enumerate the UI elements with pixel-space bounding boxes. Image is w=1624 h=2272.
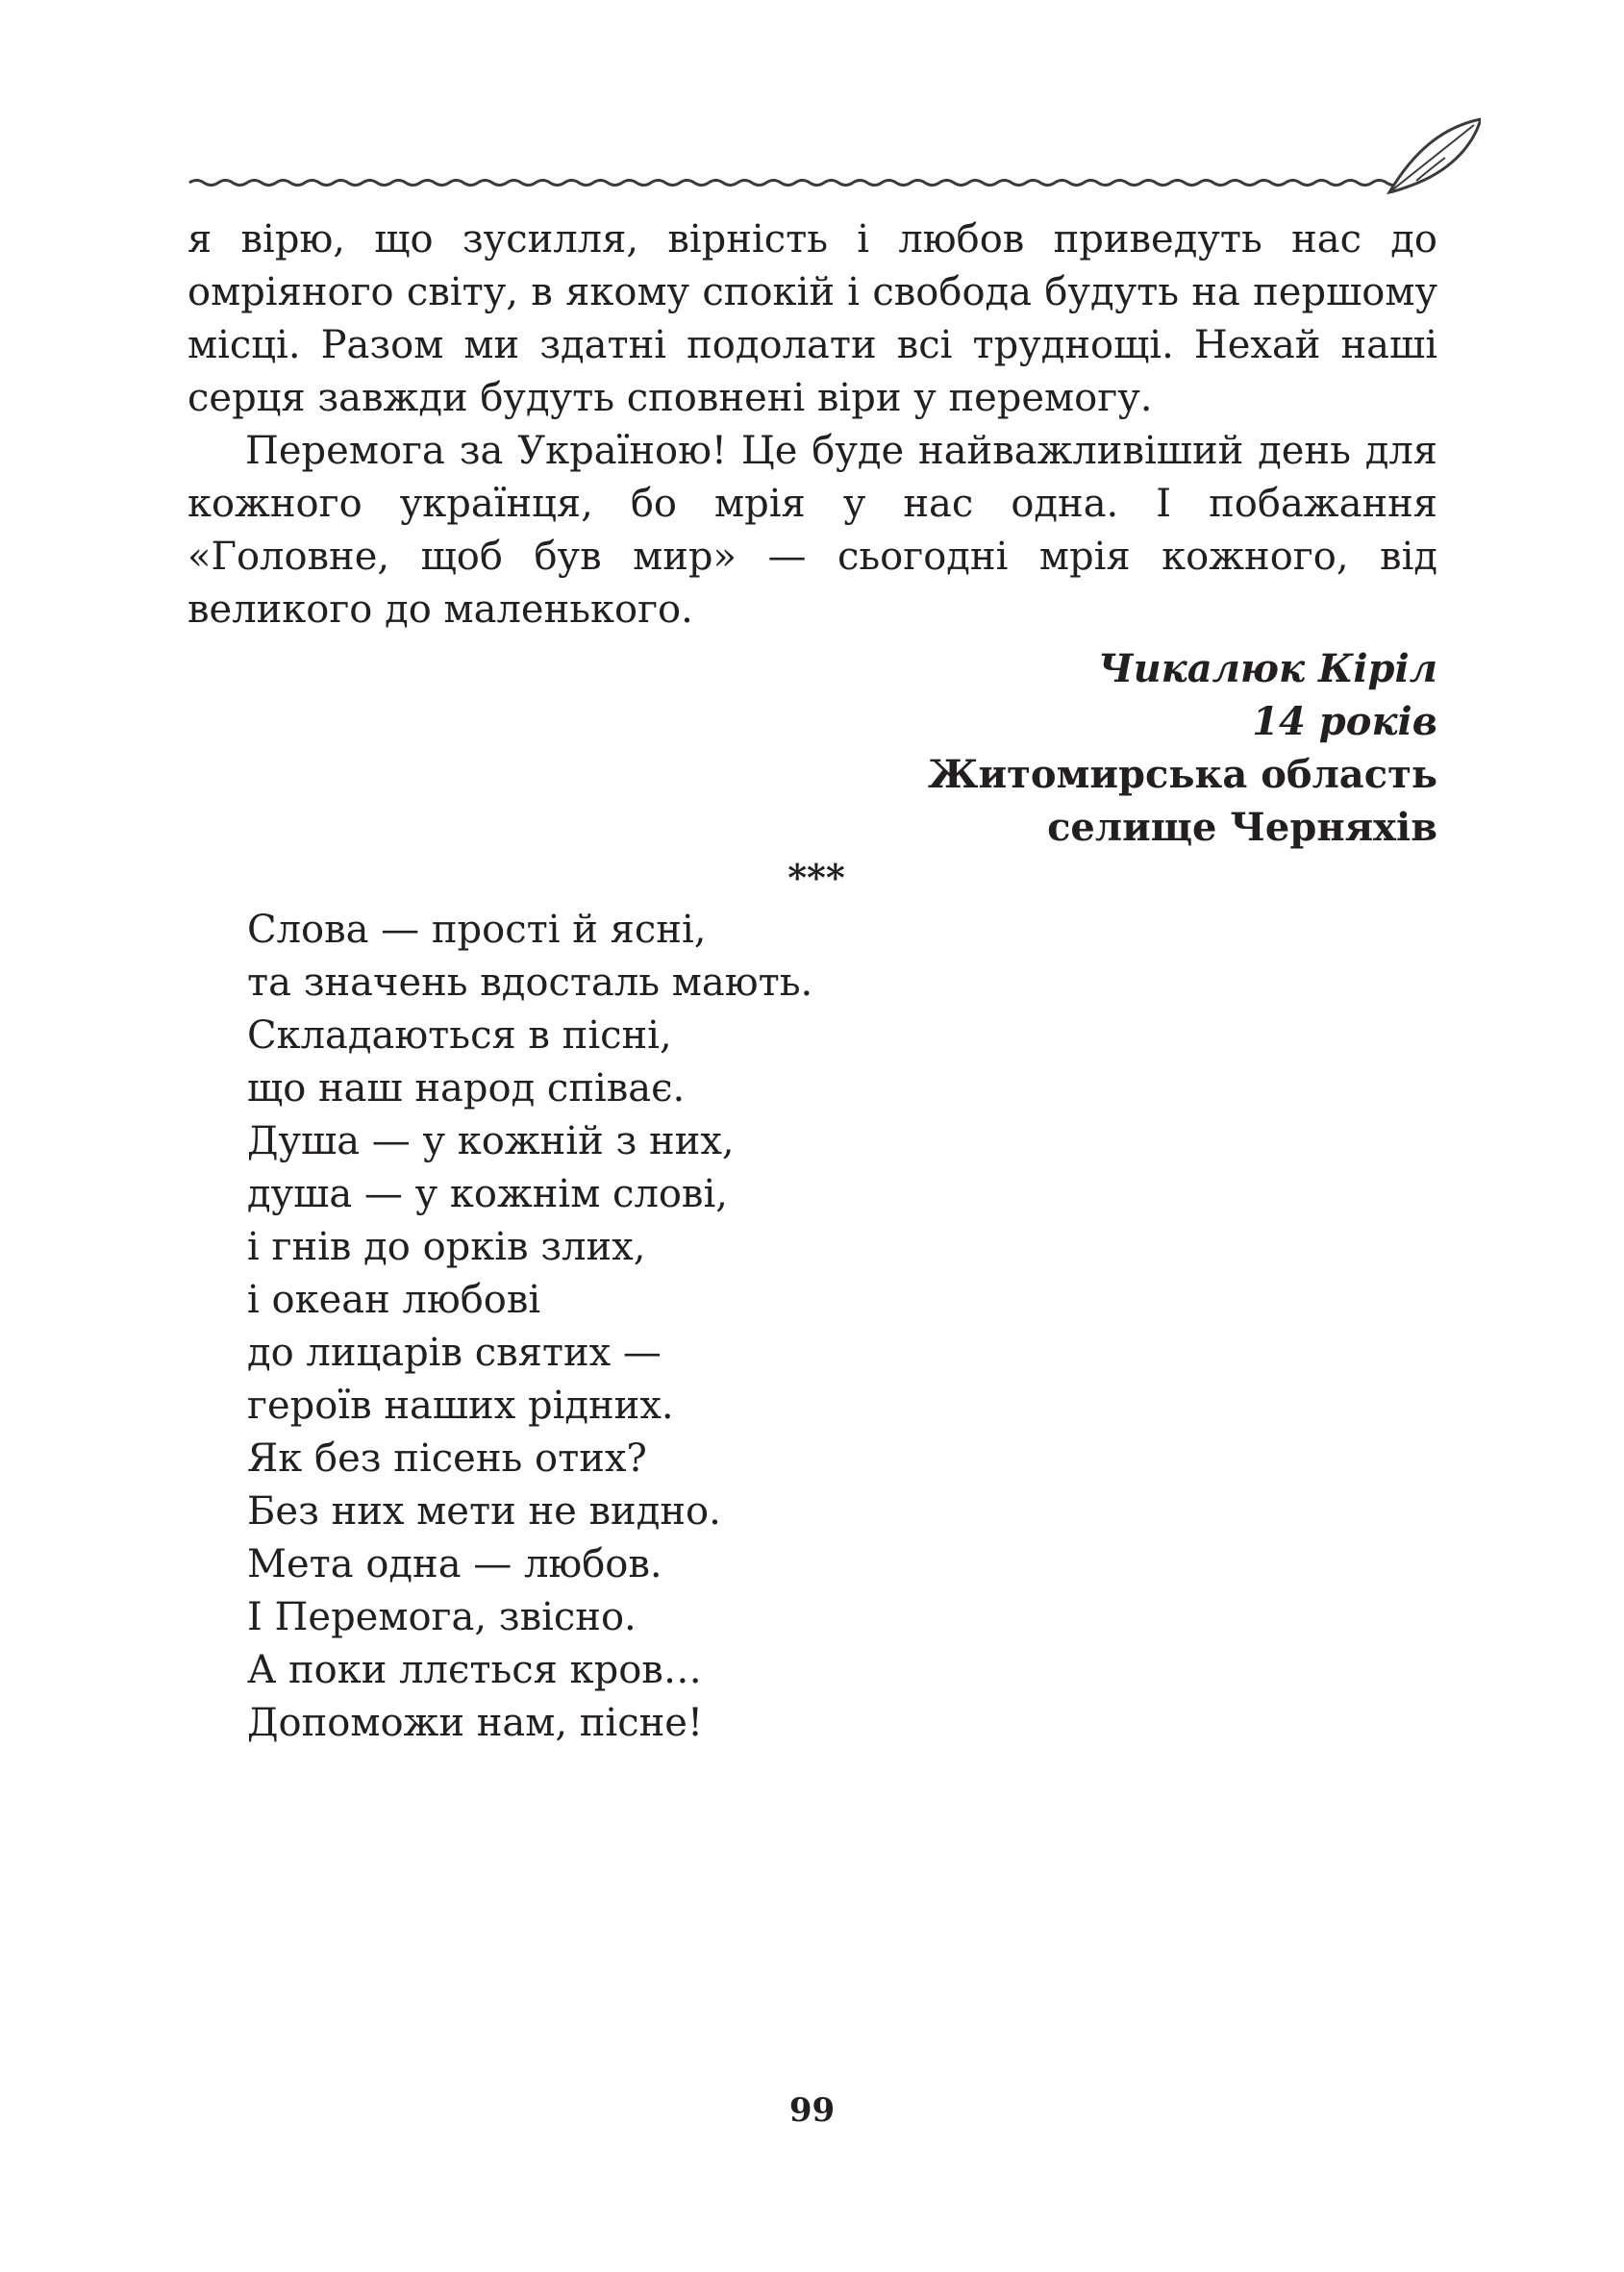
- author-signature: [187, 642, 1437, 854]
- poem-line: Без них мети не видно.: [247, 1489, 721, 1534]
- page-number: 99: [788, 2091, 836, 2130]
- author-age: 14 років: [1252, 699, 1437, 744]
- quill-wave-icon: [187, 113, 1481, 200]
- poem-line: Складаються в пісні,: [247, 1013, 672, 1058]
- poem-line: душа — у кожнім слові,: [247, 1172, 728, 1216]
- prose-section: [187, 213, 1437, 637]
- poem-line: та значень вдосталь мають.: [247, 961, 813, 1005]
- poem-line: героїв наших рідних.: [247, 1384, 674, 1428]
- section-separator: ***: [787, 856, 845, 899]
- poem-line: А поки ллється кров…: [247, 1648, 702, 1692]
- poem-line: до лицарів святих —: [247, 1331, 662, 1375]
- poem-line: Слова — прості й ясні,: [247, 908, 707, 952]
- poem-line: І Перемога, звісно.: [247, 1595, 637, 1639]
- page-content: [187, 213, 1437, 1750]
- poem-line: Допоможи нам, пісне!: [247, 1701, 704, 1745]
- poem-line: Як без пісень отих?: [247, 1436, 647, 1481]
- paragraph-continued: я вірю, що зусилля, вірність і любов приведуть нас до омріяного світу, в якому спокій і свобода будуть на першому місці. Разом ми здатні подолати всі труднощі. Нехай наші серця завжди будуть сповнені віри у перемогу.: [187, 217, 1437, 420]
- paragraph: Перемога за Україною! Це буде найважливіший день для кожного українця, бо мрія у нас одна. І побажання «Головне, щоб був мир» — сьогодні мрія кожного, від великого до маленького.: [187, 429, 1437, 632]
- poem-line: і гнів до орків злих,: [247, 1225, 646, 1269]
- poem-line: Мета одна — любов.: [247, 1542, 662, 1586]
- poem-line: і океан любові: [247, 1278, 541, 1322]
- poem: [247, 904, 1437, 1750]
- author-region: Житомирська область: [928, 752, 1437, 797]
- author-name: Чикалюк Кіріл: [1098, 646, 1437, 691]
- poem-line: Душа — у кожній з них,: [247, 1119, 735, 1163]
- poem-line: що наш народ співає.: [247, 1066, 686, 1111]
- author-settlement: селище Черняхів: [1047, 805, 1437, 850]
